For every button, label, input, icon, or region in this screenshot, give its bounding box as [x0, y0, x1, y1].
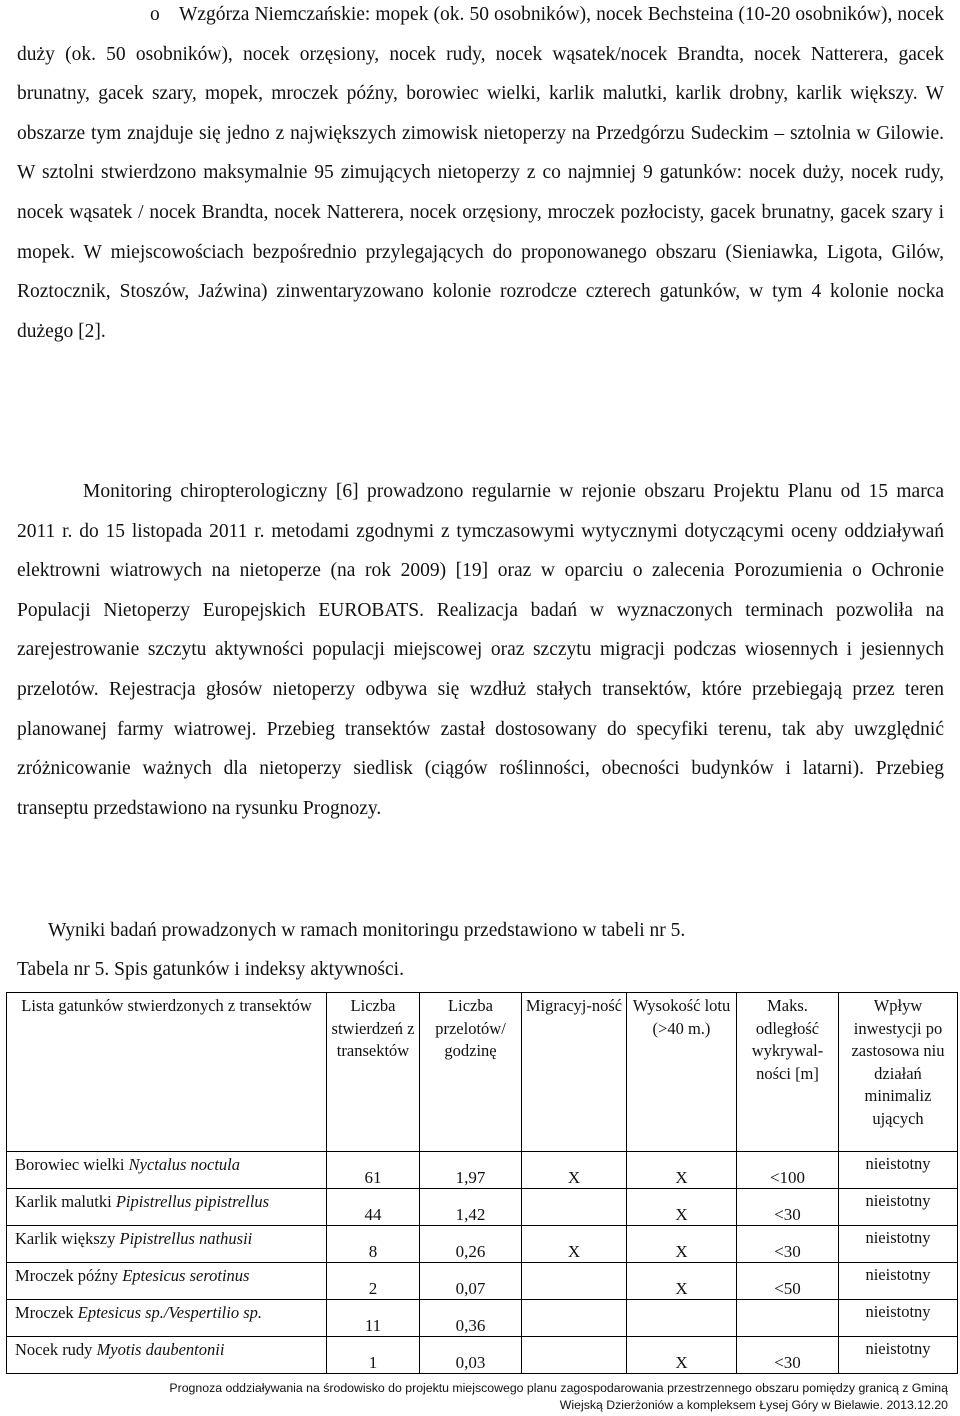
max-distance: <50	[737, 1263, 839, 1300]
table-row	[7, 1337, 958, 1374]
max-distance: <30	[737, 1337, 839, 1374]
species-name: Mroczek Eptesicus sp./Vespertilio sp.	[7, 1300, 327, 1337]
height-mark: X	[627, 1337, 737, 1374]
table-row	[7, 1263, 958, 1300]
passes-per-hour: 1,97	[420, 1152, 522, 1189]
height-mark: X	[627, 1189, 737, 1226]
migration-mark: X	[522, 1152, 627, 1189]
passes-per-hour: 0,36	[420, 1300, 522, 1337]
impact-value: nieistotny	[839, 1300, 958, 1337]
header-max-detection-distance: Maks. odległość wykrywal-ności [m]	[737, 993, 839, 1152]
header-species-list: Lista gatunków stwierdzonych z transektów	[7, 993, 327, 1152]
species-name: Karlik malutki Pipistrellus pipistrellus	[7, 1189, 327, 1226]
height-mark	[627, 1300, 737, 1337]
page-footer	[0, 1380, 948, 1414]
max-distance: <30	[737, 1226, 839, 1263]
table-caption: Tabela nr 5. Spis gatunków i indeksy aktywności.	[17, 959, 404, 980]
migration-mark	[522, 1300, 627, 1337]
detections-count: 1	[327, 1337, 420, 1374]
detections-count: 44	[327, 1189, 420, 1226]
impact-value: nieistotny	[839, 1263, 958, 1300]
impact-value: nieistotny	[839, 1337, 958, 1374]
passes-per-hour: 1,42	[420, 1189, 522, 1226]
max-distance: <30	[737, 1189, 839, 1226]
table-row	[7, 1300, 958, 1337]
header-passes-per-hour: Liczba przelotów/ godzinę	[420, 993, 522, 1152]
migration-mark	[522, 1189, 627, 1226]
footer-line-2: Wiejską Dzierżoniów a kompleksem Łysej Góry w Bielawie. 2013.12.20	[559, 1398, 948, 1412]
header-migration: Migracyj-ność	[522, 993, 627, 1152]
species-activity-table	[6, 992, 958, 1374]
bullet-marker: o	[150, 4, 160, 25]
max-distance	[737, 1300, 839, 1337]
species-name: Nocek rudy Myotis daubentonii	[7, 1337, 327, 1374]
species-name: Mroczek późny Eptesicus serotinus	[7, 1263, 327, 1300]
impact-value: nieistotny	[839, 1226, 958, 1263]
table-row	[7, 1226, 958, 1263]
header-flight-height: Wysokość lotu (>40 m.)	[627, 993, 737, 1152]
table-row	[7, 1152, 958, 1189]
detections-count: 2	[327, 1263, 420, 1300]
paragraph-results-intro: Wyniki badań prowadzonych w ramach monitoringu przedstawiono w tabeli nr 5.	[48, 920, 686, 941]
paragraph-bat-sites: Wzgórza Niemczańskie: mopek (ok. 50 osobników), nocek Bechsteina (10-20 osobników), nocek duży (ok. 50 osobników), nocek orzęsiony, nocek rudy, nocek wąsatek/nocek Brandta, nocek Natterera, gacek brunatny, gacek szary, mopek, mroczek późny, borowiec wielki, karlik malutki, karlik drobny, karlik większy. W obszarze tym znajduje się jedno z największych zimowisk nietoperzy na Przedgórzu Sudeckim – sztolnia w Gilowie. W sztolni stwierdzono maksymalnie 95 zimujących nietoperzy z co najmniej 9 gatunków: nocek duży, nocek rudy, nocek wąsatek / nocek Brandta, nocek Natterera, nocek orzęsiony, mroczek pozłocisty, gacek brunatny, gacek szary i mopek. W miejscowościach bezpośrednio przylegających do proponowanego obszaru (Sieniawka, Ligota, Gilów, Roztocznik, Stoszów, Jaźwina) zinwentaryzowano kolonie rozrodcze czterech gatunków, w tym 4 kolonie nocka dużego [2].	[17, 4, 944, 342]
migration-mark	[522, 1337, 627, 1374]
migration-mark: X	[522, 1226, 627, 1263]
passes-per-hour: 0,26	[420, 1226, 522, 1263]
passes-per-hour: 0,03	[420, 1337, 522, 1374]
footer-line-1: Prognoza oddziaływania na środowisko do projektu miejscowego planu zagospodarowania przestrzennego obszaru pomiędzy granicą z Gminą	[169, 1381, 948, 1395]
migration-mark	[522, 1263, 627, 1300]
detections-count: 61	[327, 1152, 420, 1189]
height-mark: X	[627, 1226, 737, 1263]
height-mark: X	[627, 1263, 737, 1300]
table-row	[7, 1189, 958, 1226]
max-distance: <100	[737, 1152, 839, 1189]
detections-count: 11	[327, 1300, 420, 1337]
paragraph-monitoring: Monitoring chiropterologiczny [6] prowadzono regularnie w rejonie obszaru Projektu Planu od 15 marca 2011 r. do 15 listopada 2011 r. metodami zgodnymi z tymczasowymi wytycznymi dotyczącymi oceny oddziaływań elektrowni wiatrowych na nietoperze (na rok 2009) [19] oraz w oparciu o zalecenia Porozumienia o Ochronie Populacji Nietoperzy Europejskich EUROBATS. Realizacja badań w wyznaczonych terminach pozwoliła na zarejestrowanie szczytu aktywności populacji miejscowej oraz szczytu migracji podczas wiosennych i jesiennych przelotów. Rejestracja głosów nietoperzy odbywa się wzdłuż stałych transektów, które przebiegają przez teren planowanej farmy wiatrowej. Przebieg transektów zastał dostosowany do specyfiki terenu, tak aby uwzględnić zróżnicowanie ważnych dla nietoperzy siedlisk (ciągów roślinności, obecności budynków i latarni). Przebieg transeptu przedstawiono na rysunku Prognozy.	[17, 481, 944, 819]
height-mark: X	[627, 1152, 737, 1189]
impact-value: nieistotny	[839, 1189, 958, 1226]
table-header-row	[7, 993, 958, 1152]
header-impact: Wpływ inwestycji po zastosowa niu działań minimaliz ujących	[839, 993, 958, 1152]
species-name: Karlik większy Pipistrellus nathusii	[7, 1226, 327, 1263]
impact-value: nieistotny	[839, 1152, 958, 1189]
passes-per-hour: 0,07	[420, 1263, 522, 1300]
header-detections: Liczba stwierdzeń z transektów	[327, 993, 420, 1152]
species-name: Borowiec wielki Nyctalus noctula	[7, 1152, 327, 1189]
detections-count: 8	[327, 1226, 420, 1263]
